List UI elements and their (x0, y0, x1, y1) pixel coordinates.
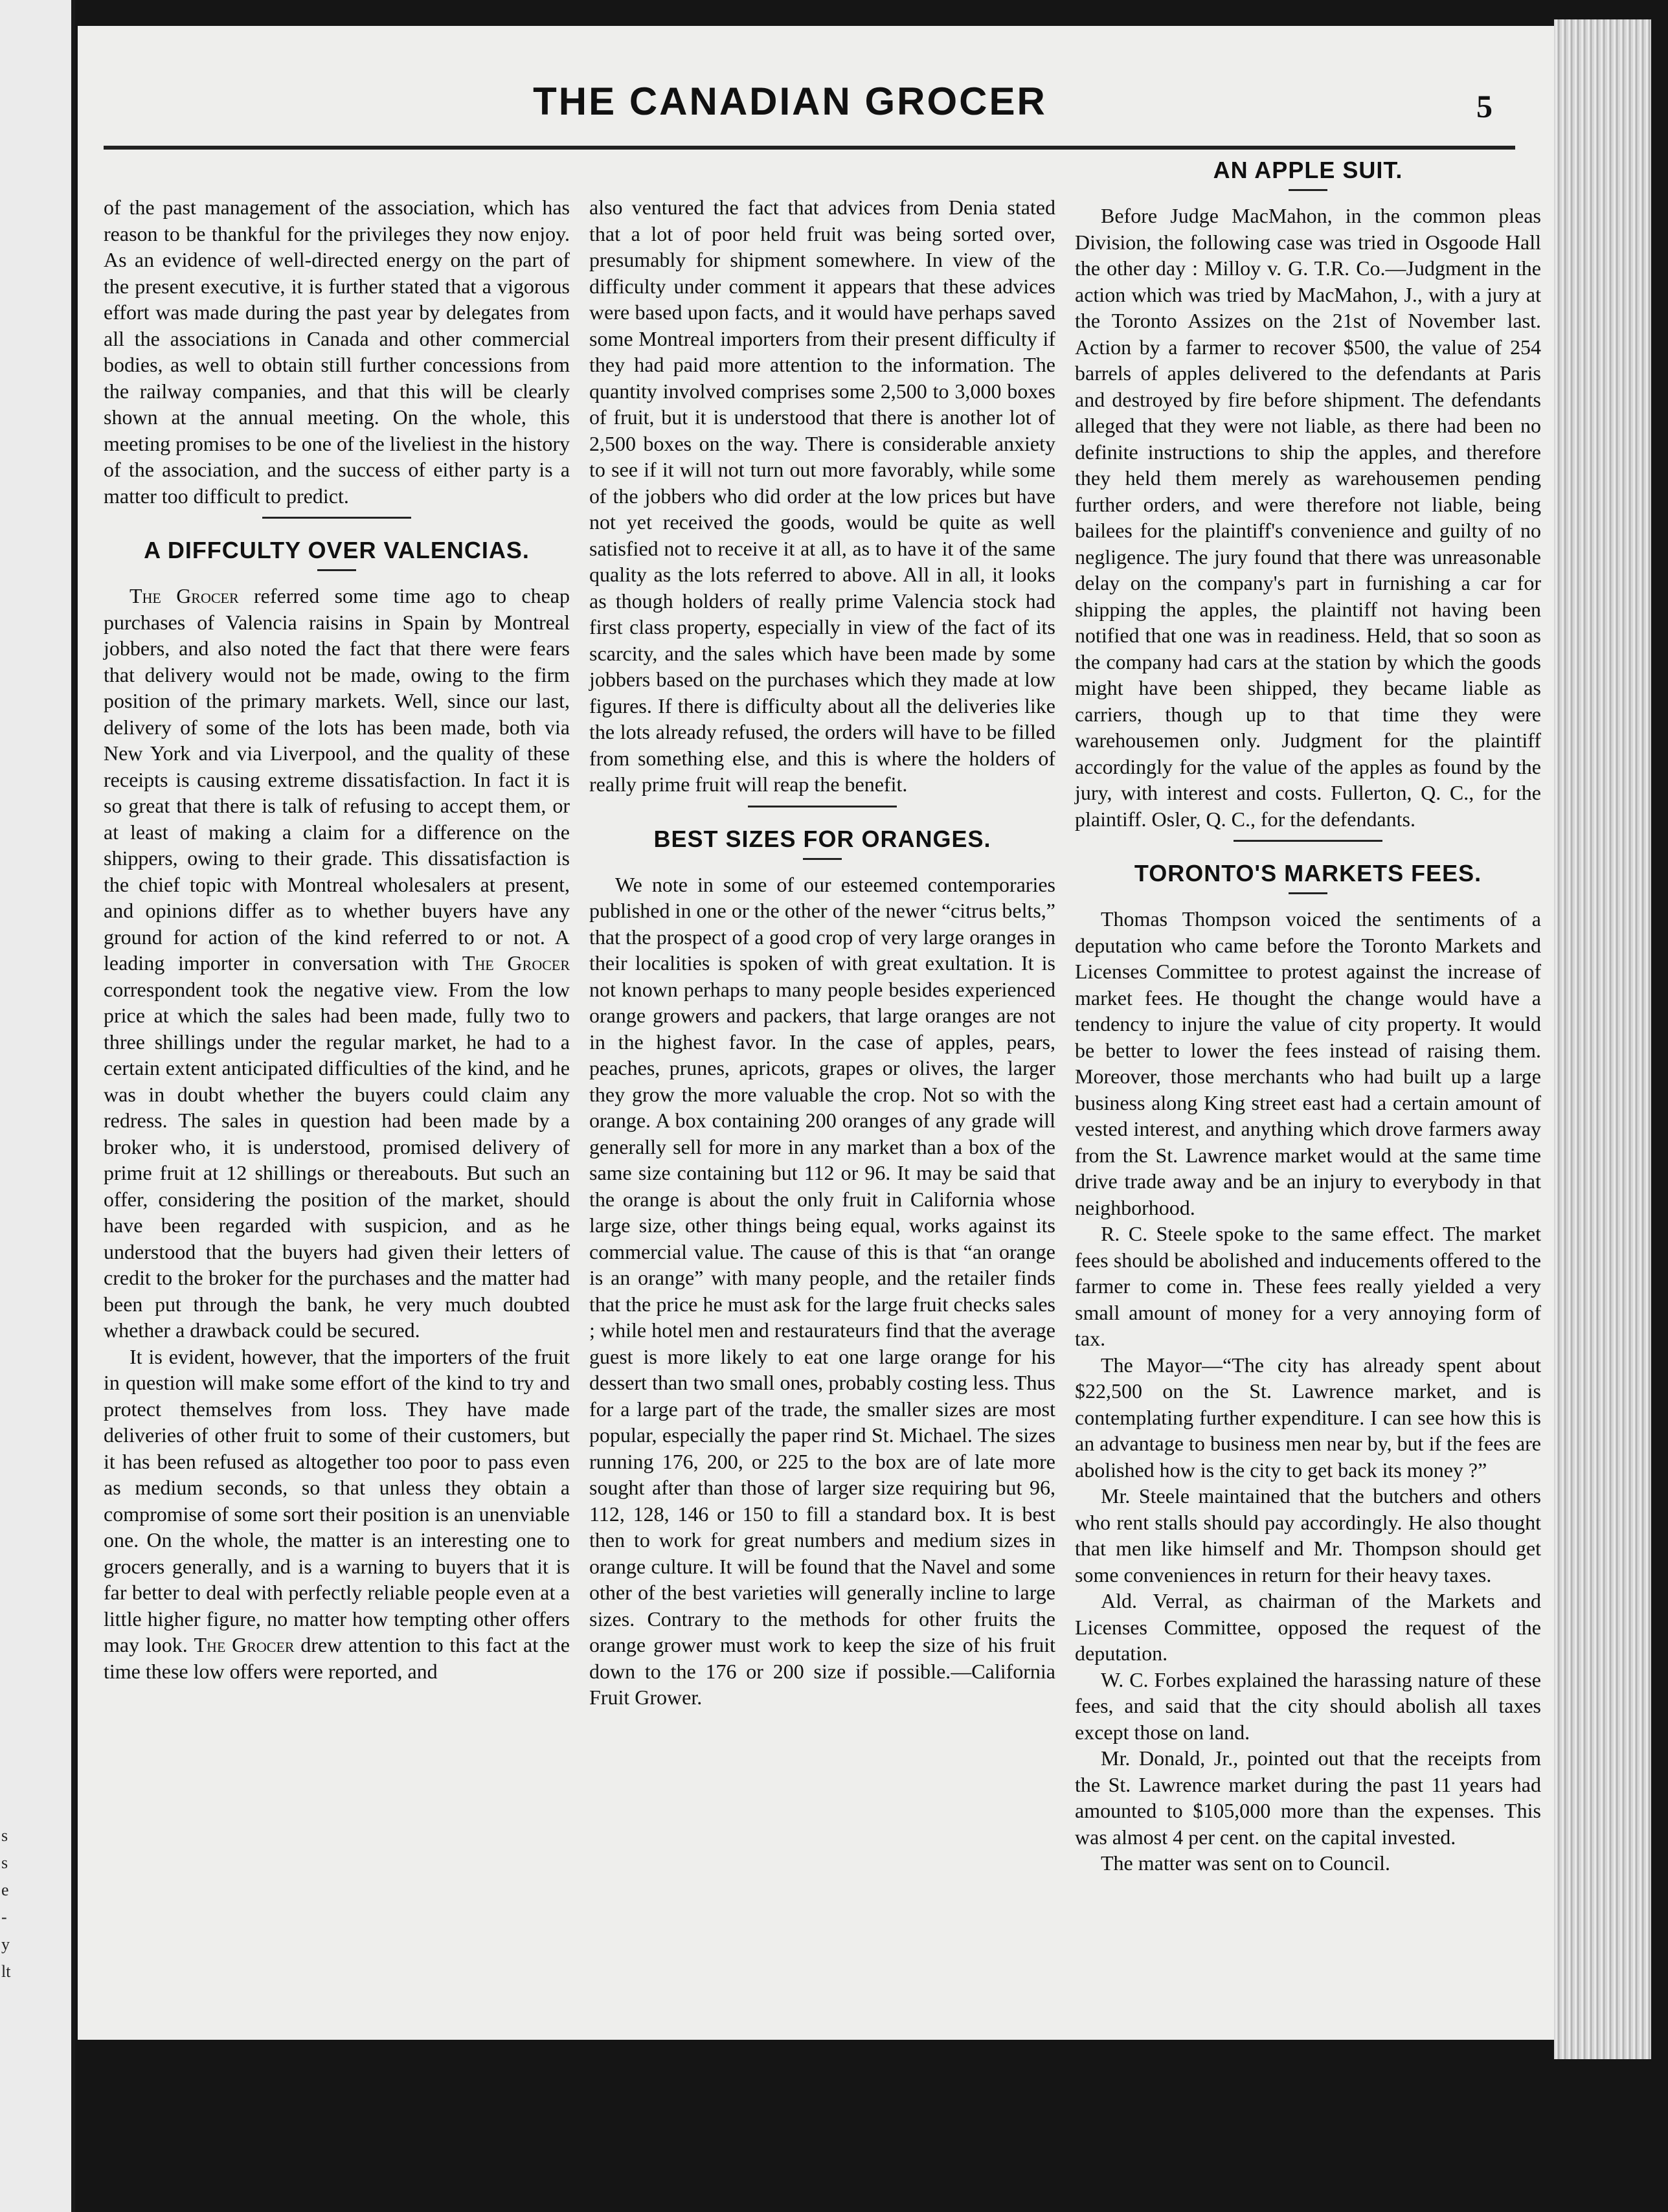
masthead-rule (104, 146, 1515, 150)
article-paragraph: Mr. Donald, Jr., pointed out that the receipts from the St. Lawrence market during the past 11 years had amounted to $105,000 more than the expenses. This was almost 4 per cent. on the capital invested. (1075, 1746, 1541, 1849)
heading-rule (317, 569, 356, 571)
article-paragraph: Before Judge MacMahon, in the common pleas Division, the following case was tried in Osgoode Hall the other day : Milloy v. G. T.R. Co.—Judgment in the action which was tried by MacMahon, J., with a jury at the Toronto Assizes on the 21st of November last. Action by a farmer to recover $500, the value of 254 barrels of apples delivered to the defendants at Paris and destroyed by fire before shipment. The defendants alleged that they were not liable, as there had been no definite instructions to ship the apples, and therefore they held them merely as warehousemen pending further orders, and were therefore not liable, being bailees for the plaintiff's convenience and guilty of no negligence. The jury found that there was unreasonable delay on the company's part in furnishing a car for shipping the apples, the plaintiff not having been notified that one was in readiness. Held, that so soon as the company had cars at the station by which the goods might have been shipped, they became liable as carriers, though up to that time they were warehousemen only. Judgment for the plaintiff accordingly for the value of the apples as found by the jury, with interest and costs. Fullerton, Q. C., for the plaintiff. Osler, Q. C., for the defendants. (1075, 204, 1541, 831)
article-heading-markets-fees: TORONTO'S MARKETS FEES. (1134, 860, 1482, 886)
facing-page-strip (0, 0, 75, 2212)
article-paragraph: W. C. Forbes explained the harassing nature of these fees, and said that the city should abolish all taxes except those on land. (1075, 1667, 1541, 1744)
publication-name: The Grocer (130, 584, 239, 607)
article-paragraph: The Mayor—“The city has already spent about $22,500 on the St. Lawrence market, and is contemplating further expenditure. I can see how this is an advantage to business men near by, but if the fees are abolished how is the city to get back its money ?” (1075, 1353, 1541, 1482)
facing-page-fragment: - (1, 1908, 7, 1926)
section-divider (1234, 840, 1382, 842)
continued-paragraph: also ventured the fact that advices from Denia stated that a lot of poor held fruit was being sorted over, presumably for shipment somewhere. In view of the difficulty under comment it appears that these advices were based upon facts, and it would have perhaps saved some Montreal importers from their present difficulty if they had paid more attention to the information. The quantity involved comprises some 2,500 to 3,000 boxes of fruit, but it is understood that there is another lot of 2,500 boxes on the way. There is considerable anxiety to see if it will not turn out more favorably, while some of the jobbers who did order at the low prices but have not yet received the goods, would be quite as well satisfied not to receive it at all, as to have it of the same quality as the lots referred to above. All in all, it looks as though holders of really prime Valencia stock had first class property, especially in view of the fact of its scarcity, and the sales which have been made by some jobbers based on the purchases which they made at low figures. If there is difficulty about all the deliveries like the lots already refused, the orders will have to be filled from something else, and this is where the holders of really prime fruit will reap the benefit. (589, 196, 1055, 796)
paragraph-text: referred some time ago to cheap purchases of Valencia raisins in Spain by Montreal jobbers, and also noted the fact that there were fears that delivery would not be made, owing to the firm position of the primary markets. Well, since our last, delivery of some of the lots has been made, both via New York and via Liverpool, and the quality of these receipts is causing extreme dissatisfaction. In fact it is so great that there is talk of refusing to accept them, or at least of making a claim for a difference on the shippers, owing to their grade. This dissatisfaction is the chief topic with Montreal wholesalers at present, and opinions differ as to whether buyers have any ground for action of the kind referred to or not. A leading importer in conversation with (104, 584, 570, 975)
facing-page-fragment: lt (1, 1962, 11, 1981)
section-divider (748, 806, 897, 807)
page-number: 5 (1476, 88, 1493, 124)
heading-rule (1289, 892, 1327, 894)
facing-page-fragment: s (1, 1826, 8, 1845)
newspaper-page (78, 26, 1554, 2040)
paragraph-text: correspondent took the negative view. From the low price at which the sales had been made, fully two to three shillings under the regular market, he had to a certain extent anticipated difficulties of the kind, and he was in doubt whether the buyers could claim any redress. The sales in question had been made by a broker who, it is understood, promised delivery of prime fruit at 12 shillings or thereabouts. But such an offer, considering the position of the market, should have been regarded with suspicion, and as he understood that the buyers had given their letters of credit to the broker for the purchases and the matter had been put through the bank, he very much doubted whether a drawback could be secured. (104, 977, 570, 1342)
article-paragraph: We note in some of our esteemed contemporaries published in one or the other of the newer “citrus belts,” that the prospect of a good crop of very large oranges in their localities is spoken of with great exultation. It is not known perhaps to many people besides experienced orange growers and packers, that large oranges are not in the highest favor. In the case of apples, pears, peaches, prunes, apricots, grapes or olives, the larger they grow the more valuable the crop. Not so with the orange. A box containing 200 oranges of any grade will generally sell for more in any market than a box of the same size containing but 112 or 96. It may be said that the orange is about the only fruit in California whose large size, other things being equal, works against its commercial value. The cause of this is that “an orange is an orange” with many people, and the retailer finds that the price he must ask for the large fruit checks sales ; while hotel men and restaurateurs find that the average guest is more likely to eat one large orange for his dessert than two small ones, probably costing less. Thus for a large part of the trade, the smaller sizes are most popular, especially the paper rind St. Michael. The sizes running 176, 200, or 225 to the box are of late more sought after than those of larger size requiring but 96, 112, 128, 146 or 150 to fill a standard box. It is best then to work for great numbers and medium sizes in orange culture. It will be found that the Navel and some other of the best varieties will generally incline to large sizes. Contrary to the methods for other fruits the orange grower must work to keep the size of his fruit down to the 176 or 200 size if possible.—California Fruit Grower. (589, 872, 1055, 1709)
article-heading-oranges: BEST SIZES FOR ORANGES. (653, 825, 991, 852)
facing-page-fragment: y (1, 1935, 10, 1954)
article-paragraph (104, 583, 570, 1344)
article-paragraph: Mr. Steele maintained that the butchers and others who rent stalls should pay accordingly. He also thought that men like himself and Mr. Thompson should get some conveniences in return for their heavy taxes. (1075, 1484, 1541, 1586)
article-paragraph: Ald. Verral, as chairman of the Markets and Licenses Committee, opposed the request of the deputation. (1075, 1589, 1541, 1665)
continued-paragraph: of the past management of the association, which has reason to be thankful for the privileges they now enjoy. As an evidence of well-directed energy on the part of the present executive, it is further stated that a vigorous effort was made during the past year by delegates from all the associations in Canada and other commercial bodies, as well to obtain still further concessions from the railway companies, and that this will be clearly shown at the annual meeting. On the whole, this meeting promises to be one of the liveliest in the history of the association, and the success of either party is a matter too difficult to predict. (104, 196, 570, 508)
masthead-title: THE CANADIAN GROCER (533, 80, 1047, 123)
article-paragraph (104, 1344, 570, 1685)
paragraph-text: It is evident, however, that the importers of the fruit in question will make some effort of the kind to try and protect themselves from loss. They have made deliveries of other fruit to some of their customers, but it has been refused as altogether too poor to pass even as medium seconds, so that unless they obtain a compromise of some sort their position is an unenviable one. On the whole, the matter is an interesting one to grocers generally, and is a warning to buyers that it is far better to deal with perfectly reliable people even at a little higher figure, no matter how tempting other offers may look. (104, 1344, 570, 1656)
facing-page-fragment: e (1, 1880, 9, 1899)
column-1 (104, 194, 570, 1684)
article-heading-valencias: A DIFFCULTY OVER VALENCIAS. (144, 537, 530, 563)
article-paragraph: The matter was sent on to Council. (1101, 1851, 1391, 1875)
article-paragraph: R. C. Steele spoke to the same effect. The market fees should be abolished and inducements offered to the farmer to come in. These fees really yielded a very small amount of money for a very annoying form of tax. (1075, 1222, 1541, 1350)
article-heading-apple-suit: AN APPLE SUIT. (1213, 157, 1403, 183)
book-page-edges (1554, 19, 1651, 2059)
facing-page-fragment: s (1, 1853, 8, 1872)
heading-rule (803, 858, 842, 860)
publication-name: The Grocer (462, 951, 570, 975)
paragraph-text: drew attention to this fact at the time these low offers were reported, and (104, 1633, 570, 1683)
column-2 (589, 194, 1055, 1711)
publication-name: The Grocer (194, 1633, 295, 1656)
heading-rule (1289, 189, 1327, 191)
column-3 (1075, 155, 1541, 1877)
article-paragraph: Thomas Thompson voiced the sentiments of a deputation who came before the Toronto Markets and Licenses Committee to protest against the increase of market fees. He thought the change would have a tendency to injure the value of city property. It would be better to lower the fees instead of raising them. Moreover, those merchants who had built up a large business along King street east had a certain amount of vested interest, and anything which drove farmers away from the St. Lawrence market would at the same time drive trade away and be an injury to everybody in that neighborhood. (1075, 907, 1541, 1219)
section-divider (262, 517, 411, 519)
